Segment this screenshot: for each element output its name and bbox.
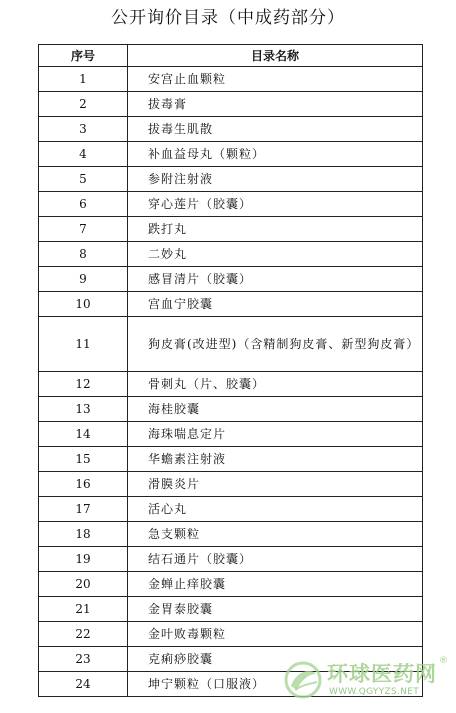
watermark-registered-mark: ® xyxy=(439,656,448,666)
table-row xyxy=(39,572,423,597)
row-index: 3 xyxy=(39,117,128,142)
table-row xyxy=(39,447,423,472)
row-name: 参附注射液 xyxy=(128,167,423,192)
row-name: 二妙丸 xyxy=(128,242,423,267)
table-row xyxy=(39,67,423,92)
table-row xyxy=(39,597,423,622)
table-row xyxy=(39,497,423,522)
table-row xyxy=(39,142,423,167)
row-name: 海珠喘息定片 xyxy=(128,422,423,447)
row-name: 拔毒生肌散 xyxy=(128,117,423,142)
table-row xyxy=(39,217,423,242)
column-header-index: 序号 xyxy=(39,45,128,67)
watermark xyxy=(283,656,453,706)
row-index: 16 xyxy=(39,472,128,497)
table-row xyxy=(39,547,423,572)
row-index: 9 xyxy=(39,267,128,292)
row-name: 穿心莲片（胶囊） xyxy=(128,192,423,217)
row-name: 安宫止血颗粒 xyxy=(128,67,423,92)
row-name: 活心丸 xyxy=(128,497,423,522)
table-row xyxy=(39,622,423,647)
row-name: 坤宁颗粒（口服液） xyxy=(128,672,423,697)
row-name: 拔毒膏 xyxy=(128,92,423,117)
row-index: 13 xyxy=(39,397,128,422)
catalog-table xyxy=(38,44,423,697)
row-name: 华蟾素注射液 xyxy=(128,447,423,472)
row-index: 11 xyxy=(39,317,128,372)
row-name: 跌打丸 xyxy=(128,217,423,242)
row-index: 20 xyxy=(39,572,128,597)
globe-leaf-logo-icon xyxy=(283,660,323,700)
row-index: 15 xyxy=(39,447,128,472)
table-row xyxy=(39,192,423,217)
table-row xyxy=(39,242,423,267)
column-header-name: 目录名称 xyxy=(128,45,423,67)
row-name: 金叶败毒颗粒 xyxy=(128,622,423,647)
row-name: 海桂胶囊 xyxy=(128,397,423,422)
page-title: 公开询价目录（中成药部分） xyxy=(111,8,345,28)
row-index: 7 xyxy=(39,217,128,242)
row-index: 8 xyxy=(39,242,128,267)
row-index: 18 xyxy=(39,522,128,547)
row-name: 狗皮膏(改进型)（含精制狗皮膏、新型狗皮膏） xyxy=(128,317,423,372)
row-index: 6 xyxy=(39,192,128,217)
row-index: 23 xyxy=(39,647,128,672)
row-name: 金胃泰胶囊 xyxy=(128,597,423,622)
table-header-row xyxy=(39,45,423,67)
row-index: 14 xyxy=(39,422,128,447)
row-name: 结石通片（胶囊） xyxy=(128,547,423,572)
table-row xyxy=(39,92,423,117)
row-name: 克痢痧胶囊 xyxy=(128,647,423,672)
table-row xyxy=(39,267,423,292)
row-name: 滑膜炎片 xyxy=(128,472,423,497)
row-index: 19 xyxy=(39,547,128,572)
row-name: 金蝉止痒胶囊 xyxy=(128,572,423,597)
row-index: 24 xyxy=(39,672,128,697)
row-name: 宫血宁胶囊 xyxy=(128,292,423,317)
table-row xyxy=(39,167,423,192)
row-name: 急支颗粒 xyxy=(128,522,423,547)
row-index: 4 xyxy=(39,142,128,167)
table-row xyxy=(39,292,423,317)
table-row xyxy=(39,422,423,447)
row-name: 骨刺丸（片、胶囊） xyxy=(128,372,423,397)
table-row xyxy=(39,117,423,142)
row-index: 17 xyxy=(39,497,128,522)
table-row xyxy=(39,397,423,422)
row-index: 10 xyxy=(39,292,128,317)
row-index: 1 xyxy=(39,67,128,92)
row-name: 感冒清片（胶囊） xyxy=(128,267,423,292)
table-row xyxy=(39,372,423,397)
row-index: 21 xyxy=(39,597,128,622)
row-index: 22 xyxy=(39,622,128,647)
table-row xyxy=(39,472,423,497)
table-row xyxy=(39,522,423,547)
watermark-brand: 环球医药网 xyxy=(327,662,437,686)
row-name: 补血益母丸（颗粒） xyxy=(128,142,423,167)
watermark-url: WWW.QGYYZS.NET xyxy=(329,687,419,697)
row-index: 5 xyxy=(39,167,128,192)
row-index: 12 xyxy=(39,372,128,397)
table-row xyxy=(39,317,423,372)
row-index: 2 xyxy=(39,92,128,117)
